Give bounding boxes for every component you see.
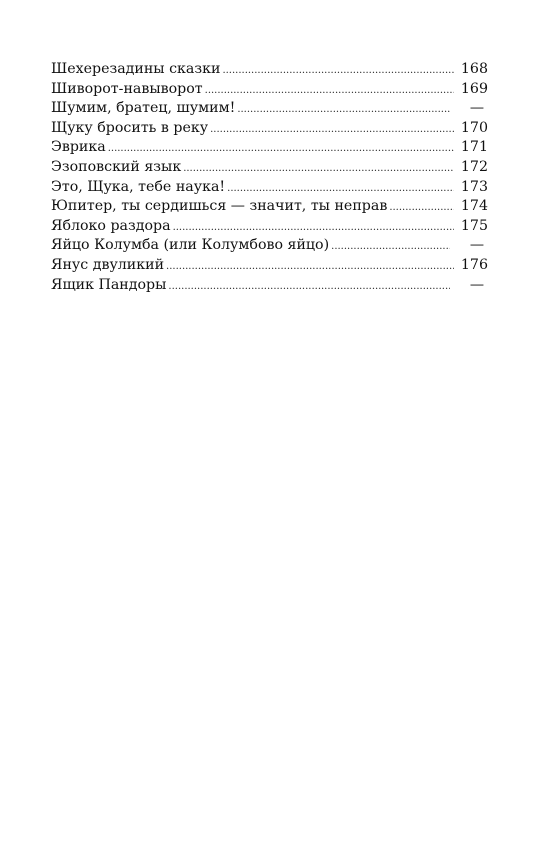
toc-entry-page: 168 (460, 61, 488, 77)
toc-dot-leader (173, 218, 454, 238)
toc-entry (51, 236, 488, 256)
toc-dot-leader (237, 100, 450, 120)
toc-dot-leader (108, 139, 454, 159)
toc-dot-leader (389, 198, 454, 218)
toc-entry-page: — (469, 100, 484, 117)
toc-entry-title: Это, Щука, тебе наука! (51, 178, 226, 195)
toc-entry-page: 169 (460, 80, 488, 97)
toc-dot-leader (205, 81, 454, 101)
toc-entry (51, 119, 488, 139)
toc-dot-leader (222, 61, 454, 81)
toc-entry-title: Эзоповский язык (51, 158, 182, 175)
toc-dot-leader (183, 159, 454, 179)
toc-dot-leader (166, 257, 454, 277)
toc-entry-page: 172 (460, 158, 488, 175)
toc-entry (51, 138, 488, 158)
toc-entry-page: 175 (460, 217, 488, 234)
toc-entry-title: Яйцо Колумба (или Колумбово яйцо) (51, 237, 330, 254)
toc-entry-title: Шумим, братец, шумим! (51, 100, 236, 117)
toc-entry (51, 197, 488, 217)
toc-entry-page: 171 (460, 139, 488, 156)
toc-entry-page: — (469, 237, 484, 254)
toc-entry-title: Эврика (51, 139, 106, 156)
toc-entry (51, 158, 488, 178)
toc-entry (51, 217, 488, 237)
toc-entry (51, 256, 488, 276)
toc-dot-leader (227, 179, 454, 199)
toc-dot-leader (210, 120, 454, 140)
table-of-contents (51, 60, 488, 295)
toc-dot-leader (331, 237, 450, 257)
toc-entry-page: 176 (460, 256, 488, 273)
toc-entry-title: Щуку бросить в реку (51, 119, 209, 136)
toc-entry-title: Юпитер, ты сердишься — значит, ты неправ (51, 198, 388, 215)
toc-entry-title: Ящик Пандоры (51, 276, 167, 293)
toc-dot-leader (168, 277, 450, 297)
toc-entry-title: Янус двуликий (51, 256, 165, 273)
toc-entry (51, 99, 488, 119)
toc-entry (51, 276, 488, 296)
toc-entry-title: Шехерезадины сказки (51, 61, 221, 77)
toc-entry (51, 60, 488, 80)
toc-entry-title: Яблоко раздора (51, 217, 171, 234)
toc-entry-page: 173 (460, 178, 488, 195)
toc-entry (51, 178, 488, 198)
toc-entry-page: 170 (460, 119, 488, 136)
toc-entry-title: Шиворот-навыворот (51, 80, 203, 97)
toc-entry-page: — (469, 276, 484, 293)
toc-entry-page: 174 (460, 198, 488, 215)
toc-entry (51, 80, 488, 100)
